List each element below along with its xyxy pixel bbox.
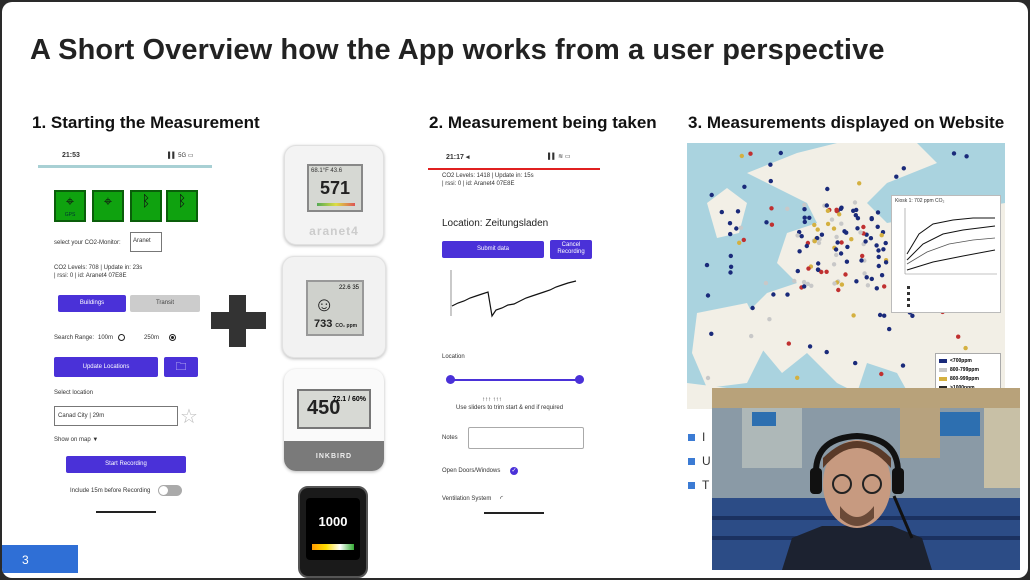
cancel-recording-button[interactable]: Cancel Recording	[550, 240, 592, 259]
map-pin-icon[interactable]	[865, 275, 869, 279]
map-pin-icon[interactable]	[764, 281, 768, 285]
map-pin-icon[interactable]	[826, 222, 830, 226]
map-pin-icon[interactable]	[706, 293, 710, 297]
map-pin-icon[interactable]	[802, 203, 806, 207]
bullet-marker	[688, 434, 695, 441]
device-co2-unit: CO₂ ppm	[335, 323, 358, 329]
map-pin-icon[interactable]	[862, 271, 866, 275]
map-pin-icon[interactable]	[853, 361, 857, 365]
gps-button[interactable]	[54, 190, 86, 222]
map-pin-icon[interactable]	[742, 185, 746, 189]
status-time: 21:17 ◂	[446, 154, 470, 161]
map-pin-icon[interactable]	[877, 255, 881, 259]
map-pin-icon[interactable]	[736, 209, 740, 213]
room-screen	[752, 412, 776, 426]
page-number: 3	[2, 545, 78, 573]
map-pin-icon[interactable]	[742, 238, 746, 242]
phone-screenshot-start	[38, 148, 218, 528]
select-location-label: Select location	[54, 390, 94, 396]
bluetooth-icon: ᛒ	[141, 193, 151, 210]
submit-data-button[interactable]: Submit data	[442, 241, 544, 258]
map-pin-icon[interactable]	[709, 332, 713, 336]
divider	[38, 165, 212, 168]
map-pin-icon[interactable]	[728, 221, 732, 225]
map-pin-icon[interactable]	[882, 314, 886, 318]
map-pin-icon[interactable]	[835, 240, 839, 244]
map-pin-icon[interactable]	[839, 222, 843, 226]
location-button[interactable]	[92, 190, 124, 222]
device-screen	[306, 498, 360, 560]
map-pin-icon[interactable]	[795, 233, 799, 237]
device-co2-number: 733	[314, 318, 333, 330]
map-pin-icon[interactable]	[878, 313, 882, 317]
map-pin-icon[interactable]	[808, 344, 812, 348]
map-pin-icon[interactable]	[834, 253, 838, 257]
buildings-button[interactable]: Buildings	[58, 295, 126, 312]
map-pin-icon[interactable]	[706, 376, 710, 380]
notes-label: Notes	[442, 435, 458, 441]
map-pin-icon[interactable]	[901, 363, 905, 367]
favorite-star-icon[interactable]: ☆	[180, 406, 198, 428]
map-pin-icon[interactable]	[728, 232, 732, 236]
headset-ear	[892, 468, 904, 494]
map-pin-icon[interactable]	[861, 225, 865, 229]
popup-series-line	[907, 226, 995, 260]
map-pin-icon[interactable]	[795, 376, 799, 380]
map-pin-icon[interactable]	[875, 286, 879, 290]
include-15m-toggle[interactable]	[158, 485, 182, 496]
map-pin-icon[interactable]	[879, 372, 883, 376]
map-pin-icon: ⌖	[103, 193, 113, 210]
map-pin-icon[interactable]	[880, 233, 884, 237]
map-pin-icon[interactable]	[792, 279, 796, 283]
map-pin-icon[interactable]	[832, 281, 836, 285]
legend-label: <700ppm	[950, 358, 972, 364]
map-pin-icon[interactable]	[803, 216, 807, 220]
map-pin-icon[interactable]	[840, 282, 844, 286]
webcam-video-feed	[712, 388, 1020, 570]
map-pin-icon[interactable]	[859, 258, 863, 262]
popup-series-line	[907, 218, 995, 254]
map-pin-icon[interactable]	[824, 270, 828, 274]
map-pin-icon[interactable]	[787, 341, 791, 345]
status-icons: ▌▌ 5G ▭	[168, 153, 194, 159]
room-ceiling	[712, 388, 1020, 408]
map-pin-icon[interactable]	[768, 163, 772, 167]
map-pin-icon[interactable]	[729, 254, 733, 258]
map-pin-icon[interactable]	[845, 260, 849, 264]
map-pin-icon[interactable]	[740, 154, 744, 158]
map-pin-icon[interactable]	[830, 217, 834, 221]
range-250-radio[interactable]	[169, 334, 176, 341]
smiley-icon: ☺	[314, 294, 335, 316]
device-level-bar	[317, 203, 355, 206]
map-pin-icon[interactable]	[839, 207, 843, 211]
map-pin-icon[interactable]	[834, 235, 838, 239]
map-pin-icon[interactable]	[800, 234, 804, 238]
legend-row	[939, 375, 997, 384]
map-pin-icon[interactable]	[836, 288, 840, 292]
map-pin-icon[interactable]	[874, 243, 878, 247]
map-pin-icon[interactable]	[839, 240, 843, 244]
home-indicator	[484, 512, 544, 514]
map-pin-icon[interactable]	[849, 237, 853, 241]
popup-legend-swatch	[907, 286, 910, 289]
section-title-website: 3. Measurements displayed on Website	[688, 113, 1005, 132]
co2-readout: CO2 Levels: 1418 | Update in: 15s	[442, 173, 534, 179]
map-pin-icon[interactable]	[880, 273, 884, 277]
map-pin-icon[interactable]	[876, 210, 880, 214]
phone-screenshot-measuring	[428, 148, 606, 518]
device-screen	[306, 280, 364, 336]
map-pin-icon[interactable]	[884, 260, 888, 264]
legend-swatch	[939, 377, 947, 381]
location-select[interactable]: Canad City | 29m	[54, 406, 178, 426]
map-pin-icon[interactable]	[964, 154, 968, 158]
map-pin-icon[interactable]	[785, 207, 789, 211]
legend-row	[939, 357, 997, 366]
map-pin-icon[interactable]	[807, 216, 811, 220]
map-pin-icon[interactable]	[851, 209, 855, 213]
start-recording-button[interactable]: Start Recording	[66, 456, 186, 473]
map-pin-icon[interactable]	[705, 263, 709, 267]
co2-live-graph	[448, 268, 580, 320]
legend-swatch	[939, 368, 947, 372]
map-pin-icon[interactable]	[832, 226, 836, 230]
bullet-text: U	[702, 454, 711, 468]
map-pin-icon[interactable]	[729, 265, 733, 269]
map-pin-icon[interactable]	[845, 245, 849, 249]
slide	[2, 2, 1028, 578]
ventilation-label: Ventilation System	[442, 496, 492, 502]
device-readout: | rssi: 0 | id: Aranet4 07E8E	[442, 181, 515, 187]
map-pin-icon[interactable]	[816, 227, 820, 231]
open-doors-checkbox[interactable]: ✓	[511, 468, 517, 474]
popup-legend-swatch	[907, 298, 910, 301]
map-pin-icon[interactable]	[842, 229, 846, 233]
room-panel	[900, 408, 940, 458]
notes-input[interactable]	[468, 427, 584, 449]
legend-label: 800-999ppm	[950, 376, 979, 382]
map-pin-icon[interactable]	[728, 270, 732, 274]
trim-slider-track[interactable]	[450, 379, 580, 381]
map-pin-icon[interactable]	[869, 236, 873, 240]
popup-legend	[907, 286, 910, 307]
location-slider-label: Location	[442, 354, 465, 360]
range-100-label: 100m	[98, 335, 114, 341]
map-pin-icon[interactable]	[825, 203, 829, 207]
device-screen	[297, 389, 371, 429]
map-pin-icon[interactable]	[851, 313, 855, 317]
map-pin-icon[interactable]	[809, 284, 813, 288]
bullet-text: T	[702, 478, 710, 492]
status-icons: ▌▌ ≋ ▭	[548, 154, 571, 160]
device-readout: | rssi: 0 | id: Aranet4 07E8E	[54, 273, 127, 279]
bluetooth-scan-button[interactable]	[166, 190, 198, 222]
map-pin-icon[interactable]	[769, 206, 773, 210]
room-screen	[940, 412, 980, 436]
map-pin-icon[interactable]	[803, 220, 807, 224]
map-pin-icon[interactable]	[863, 239, 867, 243]
status-time: 21:53	[62, 152, 80, 159]
map-pin-icon[interactable]	[770, 223, 774, 227]
popup-series-line	[907, 238, 995, 264]
map-pin-icon[interactable]	[767, 317, 771, 321]
map-pin-icon[interactable]	[887, 327, 891, 331]
map-pin-icon[interactable]	[952, 151, 956, 155]
map-pin-icon[interactable]	[785, 292, 789, 296]
map-pin-icon[interactable]	[769, 179, 773, 183]
map-pin-icon[interactable]	[963, 346, 967, 350]
map-pin-icon[interactable]	[797, 249, 801, 253]
range-250-label: 250m	[144, 335, 160, 341]
map-pin-icon[interactable]	[837, 212, 841, 216]
map-pin-icon[interactable]	[796, 269, 800, 273]
popup-chart	[893, 204, 1001, 314]
map-pin-icon[interactable]	[834, 247, 838, 251]
map-pin-icon[interactable]	[710, 193, 714, 197]
map-pin-icon[interactable]	[739, 226, 743, 230]
map-pin-icon[interactable]	[881, 247, 885, 251]
map-pin-icon[interactable]	[870, 277, 874, 281]
bluetooth-button[interactable]	[130, 190, 162, 222]
home-indicator	[96, 511, 156, 513]
include-15m-label: Include 15m before Recording	[70, 488, 151, 494]
device-brand: INKBIRD	[284, 441, 384, 471]
map-pin-icon[interactable]	[771, 292, 775, 296]
section-title-start: 1. Starting the Measurement	[32, 113, 260, 132]
bluetooth-icon: ᛒ	[177, 193, 187, 210]
room-window	[984, 408, 1020, 488]
open-doors-label: Open Doors/Windows	[442, 468, 501, 474]
device-screen	[307, 164, 363, 212]
trim-arrows: ↑↑↑ ↑↑↑	[482, 397, 502, 403]
map-pin-icon[interactable]	[825, 350, 829, 354]
update-locations-button[interactable]: Update Locations	[54, 357, 158, 377]
section-title-measuring: 2. Measurement being taken	[429, 113, 657, 132]
map-pin-icon[interactable]	[843, 272, 847, 276]
transit-button[interactable]: Transit	[130, 295, 200, 312]
map-pin-icon: ⌖	[65, 193, 75, 210]
map-pin-icon[interactable]	[839, 251, 843, 255]
map-pin-icon[interactable]	[748, 152, 752, 156]
map-pin-icon[interactable]	[902, 166, 906, 170]
legend-label: 800-799ppm	[950, 367, 979, 373]
map-pin-icon[interactable]	[857, 181, 861, 185]
map-pin-icon[interactable]	[876, 225, 880, 229]
map-pin-icon[interactable]	[750, 306, 754, 310]
map-pin-icon[interactable]	[749, 334, 753, 338]
map-pin-icon[interactable]	[816, 267, 820, 271]
map-pin-icon[interactable]	[805, 244, 809, 248]
inkbird-device-image	[284, 369, 384, 471]
map-pin-icon[interactable]	[832, 262, 836, 266]
location-title: Location: Zeitungsladen	[442, 218, 549, 229]
device-co2-value	[314, 318, 357, 330]
map-pin-icon[interactable]	[870, 217, 874, 221]
map-pin-icon[interactable]	[853, 200, 857, 204]
search-range-label: Search Range:	[54, 335, 95, 341]
map-pin-icon[interactable]	[855, 226, 859, 230]
map-pin-icon[interactable]	[894, 175, 898, 179]
loading-spinner-icon: ◜	[500, 494, 504, 503]
map-pin-icon[interactable]	[737, 241, 741, 245]
device-brand: aranet4	[309, 224, 359, 238]
map-pin-icon[interactable]	[866, 283, 870, 287]
map-pin-icon[interactable]	[816, 261, 820, 265]
map-pin-icon[interactable]	[720, 210, 724, 214]
co2-monitor-device-image	[282, 256, 386, 358]
device-co2-value: 571	[319, 178, 351, 198]
gps-label: GPS	[64, 212, 76, 218]
webcam-scene	[712, 388, 1020, 570]
map-pin-icon[interactable]	[812, 223, 816, 227]
device-co2-value: 1000	[318, 514, 348, 529]
map-pin-icon[interactable]	[826, 209, 830, 213]
map-pin-icon[interactable]	[860, 254, 864, 258]
folder-icon: 🗀	[175, 361, 187, 373]
legend-row	[939, 366, 997, 375]
range-100-radio[interactable]	[118, 334, 125, 341]
website-map[interactable]	[687, 143, 1005, 409]
map-pin-icon[interactable]	[956, 335, 960, 339]
popup-legend-swatch	[907, 292, 910, 295]
co2-graph-line	[452, 281, 576, 316]
device-small-readout: 22.6 35	[338, 285, 359, 291]
handheld-device-image	[298, 486, 368, 578]
location-chart-popup	[891, 195, 1001, 313]
map-pin-icon[interactable]	[877, 264, 881, 268]
folder-button[interactable]	[164, 357, 198, 377]
trim-hint: Use sliders to trim start & end if required	[456, 405, 564, 411]
map-pin-icon[interactable]	[858, 230, 862, 234]
trim-start-knob[interactable]	[446, 375, 455, 384]
aranet4-device-image	[284, 145, 384, 245]
map-pin-icon[interactable]	[734, 226, 738, 230]
popup-legend-swatch	[907, 304, 910, 307]
map-pin-icon[interactable]	[820, 233, 824, 237]
popup-title: Kiosk 1: 702 ppm CO₂	[895, 198, 945, 204]
legend-swatch	[939, 359, 947, 363]
map-pin-icon[interactable]	[854, 279, 858, 283]
monitor-select[interactable]: Aranet	[130, 232, 162, 252]
plus-icon-bar	[211, 312, 266, 329]
map-pin-icon[interactable]	[779, 151, 783, 155]
map-pin-icon[interactable]	[813, 239, 817, 243]
device-co2-value: 450	[307, 397, 341, 419]
map-pin-icon[interactable]	[882, 284, 886, 288]
map-pin-icon[interactable]	[806, 266, 810, 270]
map-pin-icon[interactable]	[876, 248, 880, 252]
map-pin-icon[interactable]	[825, 187, 829, 191]
bullet-marker	[688, 458, 695, 465]
recording-indicator-line	[428, 168, 600, 170]
co2-readout: CO2 Levels: 708 | Update in: 23s	[54, 265, 143, 271]
device-small-readout: 68.1°F 43.6	[311, 168, 343, 174]
map-pin-icon[interactable]	[817, 241, 821, 245]
map-pin-icon[interactable]	[884, 241, 888, 245]
map-pin-icon[interactable]	[802, 284, 806, 288]
map-pin-icon[interactable]	[834, 208, 838, 212]
device-level-strip	[312, 544, 354, 550]
select-monitor-label: select your CO2-Monitor:	[54, 240, 121, 246]
bullet-marker	[688, 482, 695, 489]
show-on-map-toggle[interactable]: Show on map ▼	[54, 437, 99, 443]
popup-series-line	[907, 250, 995, 270]
trim-end-knob[interactable]	[575, 375, 584, 384]
device-side-readout: 72.1 / 60%	[332, 396, 366, 403]
map-pin-icon[interactable]	[764, 220, 768, 224]
headset-ear	[810, 468, 822, 494]
map-pin-icon[interactable]	[802, 207, 806, 211]
slide-title: A Short Overview how the App works from a user perspective	[30, 34, 885, 66]
map-pin-icon[interactable]	[856, 216, 860, 220]
bullet-text: I	[702, 430, 706, 444]
